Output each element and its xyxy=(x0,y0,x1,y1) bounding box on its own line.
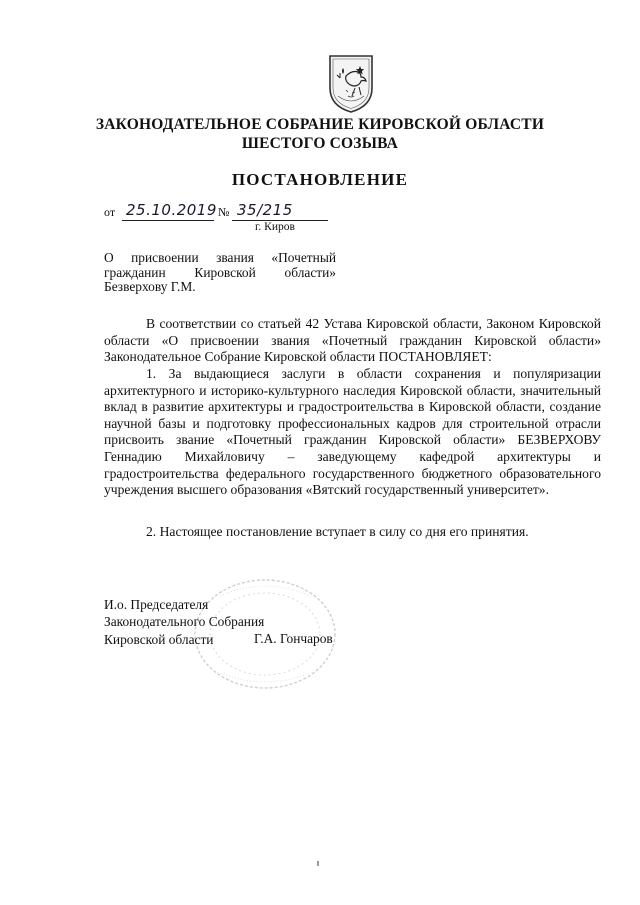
document-subject xyxy=(104,251,336,295)
clause-2-paragraph: 2. Настоящее постановление вступает в силу со дня его принятия. xyxy=(146,524,529,539)
city-label: г. Киров xyxy=(255,221,295,233)
date-prefix: от xyxy=(104,205,116,219)
signatory-name: Г.А. Гончаров xyxy=(254,631,333,646)
handwritten-number: 35/215 xyxy=(237,201,293,219)
subject-line-3: Безверхову Г.М. xyxy=(104,279,196,294)
date-underline xyxy=(122,220,214,221)
subject-line-2: гражданин Кировской области» xyxy=(104,264,336,280)
date-number-line xyxy=(104,203,344,225)
signatory-title-line-1: И.о. Председателя xyxy=(104,597,209,612)
number-sign: № xyxy=(218,205,230,219)
preamble-paragraph: В соответствии со статьей 42 Устава Кировской области, Законом Кировской области «О присвоении звания «Почетный гражданин Кировской области» Законодательное Собрание Кировской области ПОСТАНОВЛЯЕТ: xyxy=(104,316,601,365)
clause-1-paragraph: 1. За выдающиеся заслуги в области сохранения и популяризации архитектурного и историко-культурного наследия Кировской области, значительный вклад в развитие архитектуры и градостроительства в Кировской области, создание научной базы и подготовку профессиональных кадров для строительной отрасли присвоить звание «Почетный гражданин Кировской области» БЕЗВЕРХОВУ Геннадию Михайловичу – заведующему кафедрой архитектуры и градостроительства федерального государственного бюджетного образовательного учреждения высшего образования «Вятский государственный университет». xyxy=(104,366,601,498)
organization-name: ЗАКОНОДАТЕЛЬНОЕ СОБРАНИЕ КИРОВСКОЙ ОБЛАСТИ xyxy=(95,116,545,133)
signatory-title-line-2: Законодательного Собрания xyxy=(104,614,265,629)
signatory-title-line-3: Кировской области xyxy=(104,632,214,647)
coat-of-arms-icon xyxy=(326,52,376,114)
document-type: ПОСТАНОВЛЕНИЕ xyxy=(231,170,409,189)
scan-mark xyxy=(317,861,319,866)
handwritten-date: 25.10.2019 xyxy=(126,201,217,219)
subject-line-1: О присвоении звания «Почетный xyxy=(104,250,336,265)
convocation-line: ШЕСТОГО СОЗЫВА xyxy=(241,135,399,152)
